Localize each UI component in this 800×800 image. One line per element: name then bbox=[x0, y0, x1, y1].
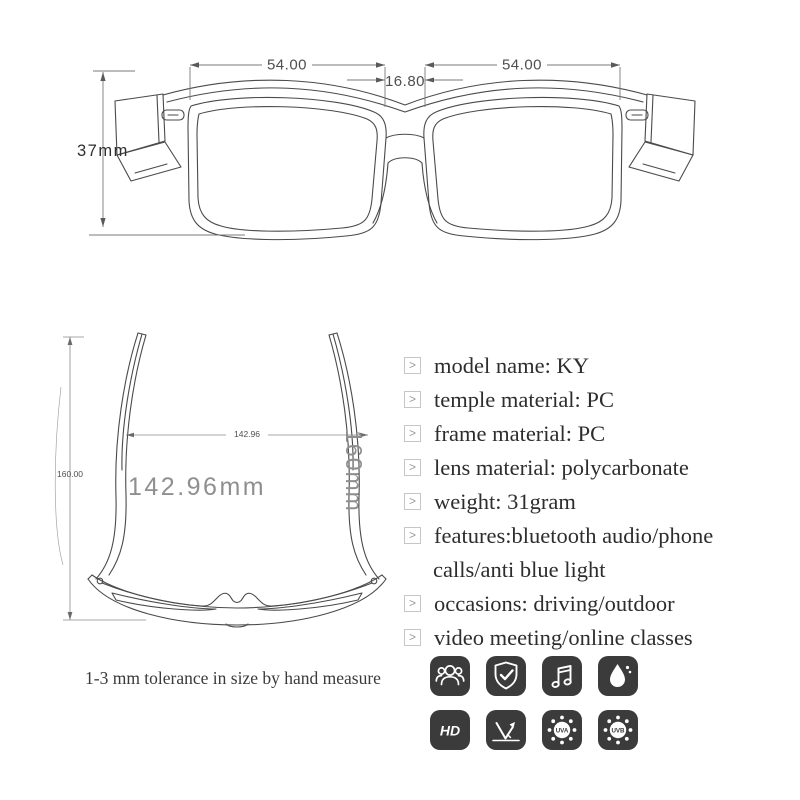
frame-height-label: 37mm bbox=[77, 142, 129, 160]
spec-item-text: lens material: polycarbonate bbox=[434, 455, 689, 480]
tolerance-note: 1-3 mm tolerance in size by hand measure bbox=[85, 668, 381, 688]
spec-item-frame-material bbox=[398, 417, 798, 451]
arrow-bullet-icon: > bbox=[404, 527, 421, 544]
arrow-bullet-icon: > bbox=[404, 459, 421, 476]
group-people-tile bbox=[430, 656, 470, 696]
spec-item-weight bbox=[398, 485, 798, 519]
lens-width-right-label: 54.00 bbox=[501, 56, 543, 74]
hd-icon bbox=[430, 710, 470, 750]
spec-item-text: video meeting/online classes bbox=[434, 625, 693, 650]
feature-icon-grid bbox=[430, 656, 638, 750]
bridge-width-label: 16.80 bbox=[384, 73, 426, 90]
spec-item-text: weight: 31gram bbox=[434, 489, 576, 514]
glasses-front-outline bbox=[115, 80, 695, 239]
dimension-arrowheads bbox=[100, 62, 620, 227]
spec-item-text: calls/anti blue light bbox=[433, 557, 606, 582]
shield-check-tile bbox=[486, 656, 526, 696]
arrow-bullet-icon: > bbox=[404, 493, 421, 510]
uva-protection-icon bbox=[542, 710, 582, 750]
anti-scratch-icon bbox=[486, 710, 526, 750]
front-dimension-lines bbox=[89, 65, 620, 235]
uvb-protection-icon bbox=[598, 710, 638, 750]
waterproof-tile bbox=[598, 656, 638, 696]
uvb-label: UVB bbox=[611, 727, 625, 735]
spec-list bbox=[398, 349, 798, 655]
shield-check-icon bbox=[486, 656, 526, 696]
arrow-bullet-icon: > bbox=[404, 595, 421, 612]
group-people-icon bbox=[430, 656, 470, 696]
music-notes-tile bbox=[542, 656, 582, 696]
uva-tile bbox=[542, 710, 582, 750]
spec-item-temple-material bbox=[398, 383, 798, 417]
spec-item-occasions bbox=[398, 587, 798, 621]
arrow-bullet-icon: > bbox=[404, 391, 421, 408]
spec-item-features bbox=[398, 519, 798, 553]
spec-item-video-meeting bbox=[398, 621, 798, 655]
anti-scratch-tile bbox=[486, 710, 526, 750]
spec-item-text: model name: KY bbox=[434, 353, 589, 378]
frame-width-dim-label: 142.96 bbox=[234, 429, 260, 439]
spec-item-model bbox=[398, 349, 798, 383]
arrow-bullet-icon: > bbox=[404, 425, 421, 442]
lens-width-left-label: 54.00 bbox=[266, 56, 308, 74]
uvb-tile bbox=[598, 710, 638, 750]
top-view-drawing bbox=[50, 325, 400, 630]
spec-item-features-line2 bbox=[398, 553, 798, 587]
spec-item-text: temple material: PC bbox=[434, 387, 614, 412]
waterproof-drop-icon bbox=[598, 656, 638, 696]
front-view-drawing bbox=[75, 45, 725, 245]
uva-label: UVA bbox=[555, 727, 569, 735]
hd-tile bbox=[430, 710, 470, 750]
spec-item-text: occasions: driving/outdoor bbox=[434, 591, 675, 616]
temple-length-dim-label: 160.00 bbox=[57, 469, 83, 479]
arrow-bullet-icon: > bbox=[404, 357, 421, 374]
spec-item-text: features:bluetooth audio/phone bbox=[434, 523, 714, 548]
frame-width-text: 142.96mm bbox=[128, 473, 267, 501]
music-notes-icon bbox=[542, 656, 582, 696]
spec-item-lens-material bbox=[398, 451, 798, 485]
temple-length-text: 160mm bbox=[341, 430, 367, 512]
arrow-bullet-icon: > bbox=[404, 629, 421, 646]
hd-label: HD bbox=[439, 722, 461, 739]
spec-item-text: frame material: PC bbox=[434, 421, 606, 446]
